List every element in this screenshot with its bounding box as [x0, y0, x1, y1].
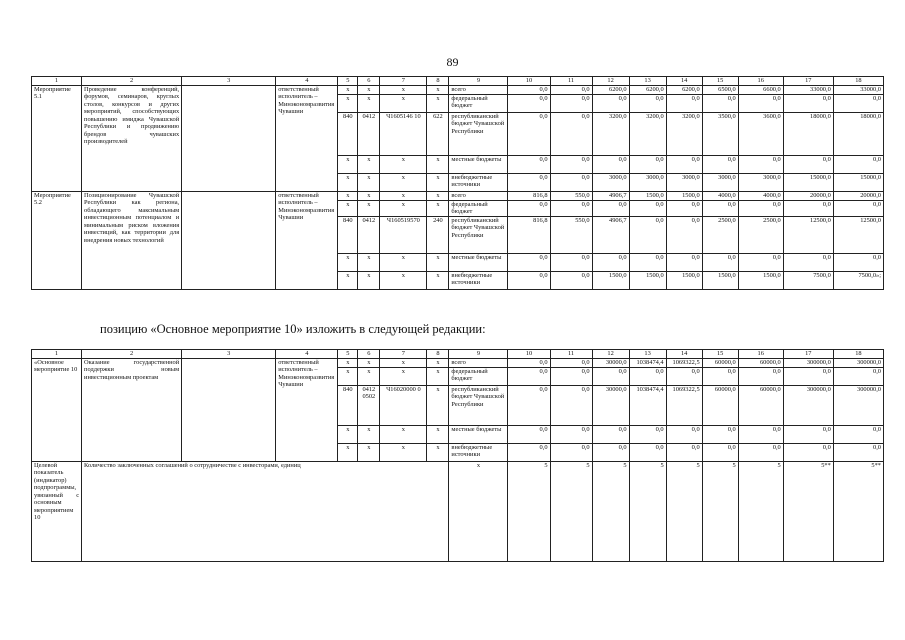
table-cell: 0,0 — [592, 95, 629, 113]
table-cell: 12500,0 — [783, 216, 833, 253]
table-cell: 1500,0 — [666, 192, 702, 201]
table-cell: 0,0 — [666, 156, 702, 174]
table-cell: x — [380, 426, 427, 444]
table-cell: 12500,0 — [833, 216, 883, 253]
table-cell: 3500,0 — [702, 113, 738, 156]
table-cell: x — [338, 156, 358, 174]
column-number: 9 — [449, 77, 508, 86]
table-cell: 33000,0 — [783, 86, 833, 95]
table-cell: x — [338, 368, 358, 386]
table-cell: x — [380, 368, 427, 386]
column-number: 7 — [380, 77, 427, 86]
table-cell: 0,0 — [550, 253, 592, 271]
table-cell: 0412 — [358, 216, 380, 253]
table-cell: 60000,0 — [738, 359, 783, 368]
table-cell: x — [338, 253, 358, 271]
funding-source: федеральный бюджет — [449, 368, 508, 386]
table-cell: 840 — [338, 113, 358, 156]
table-cell: 7500,0 — [783, 271, 833, 289]
executor: ответственный исполнитель – Минэкономразвития Чувашии — [276, 359, 338, 462]
table-cell: 18000,0 — [783, 113, 833, 156]
table-cell: 0,0 — [629, 426, 666, 444]
funding-source: местные бюджеты — [449, 253, 508, 271]
table-cell: 0,0 — [629, 201, 666, 217]
table-cell: x — [427, 444, 449, 462]
table-cell: 0,0 — [508, 444, 550, 462]
table-cell: x — [380, 201, 427, 217]
column-number: 14 — [666, 77, 702, 86]
table-cell: 0,0 — [738, 444, 783, 462]
column-number: 10 — [508, 350, 550, 359]
table-cell: 0,0 — [783, 156, 833, 174]
measure-name: Проведение конференций, форумов, семинаров, круглых столов, конкурсов и других мероприятий, способствующих повышению имиджа Чувашской Республики и продвижению брендов чувашских производителей — [82, 86, 182, 192]
table-cell: 0,0 — [783, 444, 833, 462]
indicator-value: 5 — [508, 462, 550, 562]
funding-source: внебюджетные источники — [449, 444, 508, 462]
indicator-value: 5 — [592, 462, 629, 562]
table-cell: 0,0 — [666, 216, 702, 253]
empty-cell — [182, 192, 276, 290]
table-cell: 15000,0 — [783, 174, 833, 192]
funding-source: республиканский бюджет Чувашской Республики — [449, 386, 508, 426]
empty-cell — [182, 359, 276, 462]
table-row — [32, 359, 884, 368]
table-cell: x — [338, 95, 358, 113]
table-cell: 550,0 — [550, 192, 592, 201]
funding-source: федеральный бюджет — [449, 201, 508, 217]
table-cell: x — [380, 86, 427, 95]
table-cell: x — [380, 253, 427, 271]
table-cell: 0,0 — [550, 174, 592, 192]
table-cell: x — [338, 192, 358, 201]
column-number: 4 — [276, 77, 338, 86]
table-cell: 0,0 — [550, 86, 592, 95]
table-cell: x — [338, 426, 358, 444]
funding-source: федеральный бюджет — [449, 95, 508, 113]
indicator-value: 5 — [738, 462, 783, 562]
column-number: 16 — [738, 77, 783, 86]
table-cell: 0,0 — [508, 253, 550, 271]
table-cell: 3000,0 — [592, 174, 629, 192]
table-cell: x — [358, 368, 380, 386]
table-cell: 6200,0 — [592, 86, 629, 95]
table-cell: Ч1605146 10 — [380, 113, 427, 156]
table-cell: 0,0 — [508, 113, 550, 156]
table-cell: 1500,0 — [629, 271, 666, 289]
table-cell: x — [358, 86, 380, 95]
indicator-value: 5 — [629, 462, 666, 562]
table-cell: x — [380, 444, 427, 462]
column-number-row — [32, 77, 884, 86]
table-cell: 4000,0 — [702, 192, 738, 201]
table-cell: x — [358, 426, 380, 444]
table-cell: 0,0 — [629, 156, 666, 174]
table-cell: 7500,0»; — [833, 271, 883, 289]
table-cell: 0,0 — [738, 201, 783, 217]
column-number: 9 — [449, 350, 508, 359]
table-cell: 0,0 — [783, 368, 833, 386]
table-cell: 1038474,4 — [629, 359, 666, 368]
funding-source: республиканский бюджет Чувашской Республики — [449, 216, 508, 253]
table-cell: 0,0 — [666, 444, 702, 462]
table-cell: 0,0 — [550, 156, 592, 174]
column-number-row — [32, 350, 884, 359]
column-number: 6 — [358, 350, 380, 359]
table-cell: 3200,0 — [592, 113, 629, 156]
table-cell: 300000,0 — [783, 386, 833, 426]
table-cell: x — [358, 359, 380, 368]
table-cell: 0,0 — [629, 216, 666, 253]
table-cell: x — [427, 201, 449, 217]
indicator-name: Количество заключенных соглашений о сотрудничестве с инвесторами, единиц — [82, 462, 449, 562]
table-cell: 0,0 — [702, 95, 738, 113]
table-cell: 0,0 — [508, 86, 550, 95]
table-cell: 0,0 — [592, 426, 629, 444]
indicator-value: 5** — [783, 462, 833, 562]
funding-source: всего — [449, 192, 508, 201]
indicator-value: 5 — [702, 462, 738, 562]
program-table-1 — [31, 76, 884, 290]
table-cell: x — [358, 253, 380, 271]
column-number: 12 — [592, 350, 629, 359]
column-number: 10 — [508, 77, 550, 86]
table-cell: x — [338, 174, 358, 192]
column-number: 3 — [182, 350, 276, 359]
table-cell: Ч16020000 0 — [380, 386, 427, 426]
table-cell: x — [427, 174, 449, 192]
table-cell: 3000,0 — [738, 174, 783, 192]
column-number: 5 — [338, 77, 358, 86]
table-cell: 0,0 — [592, 368, 629, 386]
column-number: 8 — [427, 77, 449, 86]
table-cell: 0,0 — [666, 426, 702, 444]
page-number: 89 — [446, 55, 459, 69]
column-number: 18 — [833, 350, 883, 359]
table-cell: 3000,0 — [702, 174, 738, 192]
indicator-value: x — [449, 462, 508, 562]
funding-source: внебюджетные источники — [449, 174, 508, 192]
table-cell: 3200,0 — [666, 113, 702, 156]
column-number: 14 — [666, 350, 702, 359]
table-cell: x — [338, 444, 358, 462]
table-cell: 0,0 — [833, 253, 883, 271]
table-cell: 0,0 — [508, 386, 550, 426]
column-number: 2 — [82, 350, 182, 359]
table-cell: 6200,0 — [629, 86, 666, 95]
table-cell: 6200,0 — [666, 86, 702, 95]
table-cell: 3000,0 — [629, 174, 666, 192]
table-row — [32, 86, 884, 95]
column-number: 13 — [629, 77, 666, 86]
column-number: 12 — [592, 77, 629, 86]
table-cell: 816,8 — [508, 216, 550, 253]
funding-source: внебюджетные источники — [449, 271, 508, 289]
funding-source: местные бюджеты — [449, 156, 508, 174]
table-cell: 0,0 — [508, 426, 550, 444]
table-cell: x — [427, 386, 449, 426]
table-cell: 0,0 — [592, 201, 629, 217]
table-cell: 0,0 — [592, 253, 629, 271]
table-cell: 0412 — [358, 113, 380, 156]
table-cell: 300000,0 — [833, 359, 883, 368]
table-cell: 0412 0502 — [358, 386, 380, 426]
column-number: 4 — [276, 350, 338, 359]
table-cell: 20000,0 — [833, 192, 883, 201]
table-cell: x — [427, 95, 449, 113]
table-cell: 0,0 — [833, 95, 883, 113]
table-cell: 0,0 — [702, 426, 738, 444]
table-cell: 3200,0 — [629, 113, 666, 156]
table-row — [32, 192, 884, 201]
table-cell: x — [358, 271, 380, 289]
table-cell: 20000,0 — [783, 192, 833, 201]
table-cell: x — [380, 174, 427, 192]
table-cell: x — [380, 95, 427, 113]
table-cell: x — [358, 95, 380, 113]
funding-source: всего — [449, 359, 508, 368]
table-cell: x — [427, 253, 449, 271]
table-cell: 60000,0 — [738, 386, 783, 426]
table-cell: 6600,0 — [738, 86, 783, 95]
table-cell: 0,0 — [666, 253, 702, 271]
table-cell: 60000,0 — [702, 386, 738, 426]
table-cell: x — [338, 271, 358, 289]
table-cell: 0,0 — [833, 444, 883, 462]
table-cell: x — [427, 359, 449, 368]
table-cell: 0,0 — [592, 156, 629, 174]
table-cell: 0,0 — [508, 174, 550, 192]
table-cell: 0,0 — [702, 201, 738, 217]
column-number: 8 — [427, 350, 449, 359]
table-cell: 0,0 — [550, 271, 592, 289]
table-cell: 0,0 — [702, 253, 738, 271]
table-cell: 0,0 — [702, 444, 738, 462]
column-number: 2 — [82, 77, 182, 86]
table-cell: 0,0 — [550, 113, 592, 156]
table-cell: 0,0 — [783, 95, 833, 113]
column-number: 5 — [338, 350, 358, 359]
table-cell: 0,0 — [738, 368, 783, 386]
column-number: 15 — [702, 77, 738, 86]
table-cell: 0,0 — [550, 359, 592, 368]
instruction-text: позицию «Основное мероприятие 10» изложить в следующей редакции: — [100, 322, 486, 336]
table-cell: 0,0 — [592, 444, 629, 462]
table-cell: 550,0 — [550, 216, 592, 253]
table-cell: 0,0 — [550, 368, 592, 386]
table-cell: 0,0 — [833, 426, 883, 444]
table-cell: 1038474,4 — [629, 386, 666, 426]
column-number: 1 — [32, 77, 82, 86]
table-cell: 0,0 — [508, 201, 550, 217]
table-cell: 0,0 — [550, 386, 592, 426]
table-cell: 0,0 — [783, 426, 833, 444]
table-cell: 4906,7 — [592, 216, 629, 253]
table-cell: 1500,0 — [666, 271, 702, 289]
indicator-value: 5** — [833, 462, 883, 562]
table-cell: 3000,0 — [666, 174, 702, 192]
table-cell: 0,0 — [550, 444, 592, 462]
column-number: 16 — [738, 350, 783, 359]
table-cell: x — [380, 156, 427, 174]
executor: ответственный исполнитель – Минэкономразвития Чувашии — [276, 86, 338, 192]
table-cell: x — [427, 86, 449, 95]
table-cell: 0,0 — [508, 359, 550, 368]
measure-code: Мероприятие 5.1 — [32, 86, 82, 192]
table-cell: 0,0 — [550, 95, 592, 113]
measure-name: Оказание государственной поддержки новым инвестиционным проектам — [82, 359, 182, 462]
indicator-label: Целевой показатель (индикатор) подпрограммы, увязанный с основным мероприятием 10 — [32, 462, 82, 562]
table-cell: x — [358, 192, 380, 201]
table-cell: 1500,0 — [738, 271, 783, 289]
column-number: 6 — [358, 77, 380, 86]
table-cell: 1069322,5 — [666, 386, 702, 426]
table-cell: 240 — [427, 216, 449, 253]
table-cell: 30000,0 — [592, 386, 629, 426]
column-number: 17 — [783, 350, 833, 359]
funding-source: местные бюджеты — [449, 426, 508, 444]
table-cell: 0,0 — [783, 201, 833, 217]
table-cell: Ч160519570 — [380, 216, 427, 253]
table-cell: 0,0 — [702, 156, 738, 174]
table-cell: 0,0 — [629, 253, 666, 271]
table-cell: 0,0 — [738, 156, 783, 174]
table-cell: 0,0 — [738, 426, 783, 444]
table-cell: 0,0 — [833, 368, 883, 386]
table-cell: 0,0 — [629, 444, 666, 462]
empty-cell — [182, 86, 276, 192]
table-cell: 33000,0 — [833, 86, 883, 95]
table-cell: 840 — [338, 386, 358, 426]
column-number: 17 — [783, 77, 833, 86]
table-cell: 0,0 — [666, 201, 702, 217]
measure-code: «Основное мероприятие 10 — [32, 359, 82, 462]
table-cell: x — [427, 192, 449, 201]
table-cell: 0,0 — [666, 95, 702, 113]
table-cell: 0,0 — [629, 95, 666, 113]
table-cell: 1500,0 — [702, 271, 738, 289]
column-number: 3 — [182, 77, 276, 86]
table-cell: x — [358, 444, 380, 462]
table-cell: x — [427, 271, 449, 289]
measure-code: Мероприятие 5.2 — [32, 192, 82, 290]
indicator-value: 5 — [550, 462, 592, 562]
funding-source: республиканский бюджет Чувашской Республики — [449, 113, 508, 156]
table-cell: x — [380, 271, 427, 289]
table-cell: 300000,0 — [783, 359, 833, 368]
table-cell: 622 — [427, 113, 449, 156]
table-cell: 4906,7 — [592, 192, 629, 201]
column-number: 11 — [550, 350, 592, 359]
table-cell: 0,0 — [833, 156, 883, 174]
column-number: 1 — [32, 350, 82, 359]
table-cell: 3600,0 — [738, 113, 783, 156]
table-cell: 0,0 — [508, 95, 550, 113]
program-table-2 — [31, 349, 884, 562]
table-cell: x — [427, 426, 449, 444]
table-cell: 840 — [338, 216, 358, 253]
table-cell: 1069322,5 — [666, 359, 702, 368]
funding-source: всего — [449, 86, 508, 95]
column-number: 18 — [833, 77, 883, 86]
table-cell: x — [380, 192, 427, 201]
table-cell: 0,0 — [666, 368, 702, 386]
column-number: 15 — [702, 350, 738, 359]
table-cell: x — [427, 368, 449, 386]
table-cell: x — [338, 201, 358, 217]
table-cell: 0,0 — [629, 368, 666, 386]
table-cell: 0,0 — [738, 253, 783, 271]
column-number: 7 — [380, 350, 427, 359]
table-cell: 15000,0 — [833, 174, 883, 192]
table-cell: 4000,0 — [738, 192, 783, 201]
table-cell: 0,0 — [508, 271, 550, 289]
table-cell: 6500,0 — [702, 86, 738, 95]
table-cell: 2500,0 — [702, 216, 738, 253]
table-cell: 300000,0 — [833, 386, 883, 426]
table-cell: 1500,0 — [592, 271, 629, 289]
table-cell: x — [380, 359, 427, 368]
table-cell: 30000,0 — [592, 359, 629, 368]
table-cell: 0,0 — [550, 426, 592, 444]
table-cell: 0,0 — [738, 95, 783, 113]
table-cell: 0,0 — [508, 156, 550, 174]
column-number: 11 — [550, 77, 592, 86]
table-cell: 18000,0 — [833, 113, 883, 156]
table-cell: 1500,0 — [629, 192, 666, 201]
table-cell: x — [338, 86, 358, 95]
executor: ответственный исполнитель – Минэкономразвития Чувашии — [276, 192, 338, 290]
table-cell: 0,0 — [783, 253, 833, 271]
table-cell: x — [427, 156, 449, 174]
table-cell: x — [338, 359, 358, 368]
table-cell: 816,8 — [508, 192, 550, 201]
indicator-row — [32, 462, 884, 562]
table-cell: 60000,0 — [702, 359, 738, 368]
indicator-value: 5 — [666, 462, 702, 562]
table-cell: x — [358, 174, 380, 192]
table-cell: 0,0 — [508, 368, 550, 386]
column-number: 13 — [629, 350, 666, 359]
table-cell: x — [358, 156, 380, 174]
measure-name: Позиционирование Чувашской Республики как региона, обладающего максимальным инвестиционным потенциалом и минимальным риском вложения инвестиций, как территории для внедрения новых технологий — [82, 192, 182, 290]
table-cell: 0,0 — [702, 368, 738, 386]
table-cell: 2500,0 — [738, 216, 783, 253]
table-cell: 0,0 — [833, 201, 883, 217]
table-cell: x — [358, 201, 380, 217]
table-cell: 0,0 — [550, 201, 592, 217]
